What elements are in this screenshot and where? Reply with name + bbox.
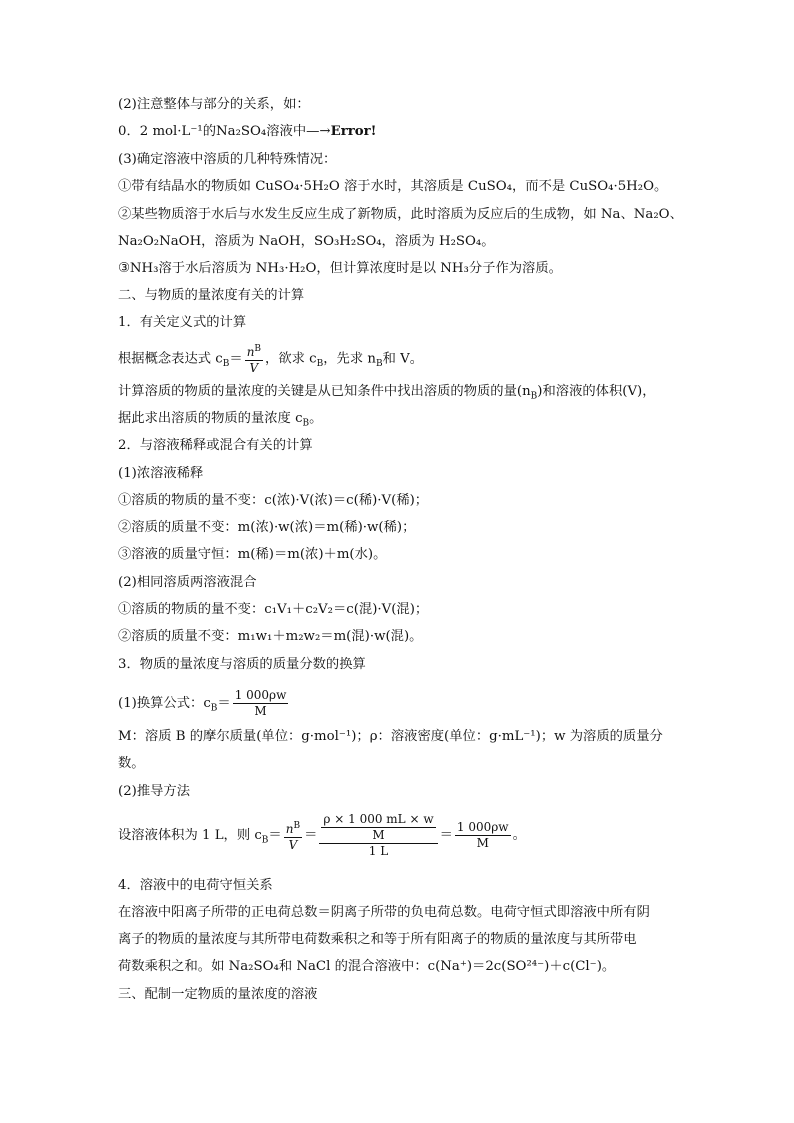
text-line: [118, 410, 322, 433]
subscript: B: [316, 359, 324, 370]
fraction: [245, 342, 263, 376]
numerator: [284, 819, 302, 838]
denominator: [284, 838, 302, 853]
formula-line: [118, 812, 526, 859]
subscript: B: [530, 391, 538, 402]
denominator: M: [476, 836, 489, 850]
error-text: Error!: [330, 124, 377, 139]
text-line: ①带有结晶水的物质如 CuSO₄·5H₂O 溶于水时，其溶质是 CuSO₄，而不是 CuSO₄·5H₂O。: [118, 179, 668, 194]
text-line: 在溶液中阳离子所带的正电荷总数＝阴离子所带的负电荷总数。电荷守恒式即溶液中所有阴: [118, 905, 650, 920]
superscript: B: [293, 820, 301, 831]
text-line: (1)浓溶液稀释: [118, 466, 204, 481]
numerator: [245, 342, 263, 361]
fraction: [284, 819, 302, 853]
text-line: (3)确定溶液中溶质的几种特殊情况：: [118, 152, 337, 167]
numerator: 1 000ρw: [234, 688, 287, 702]
denominator: [245, 361, 263, 376]
text-line: ②某些物质溶于水后与水发生反应生成了新物质，此时溶质为反应后的生成物，如 Na、Na₂O、: [118, 207, 683, 222]
equals-sign: ＝: [229, 351, 243, 367]
text-line: ②溶质的质量不变：m₁w₁＋m₂w₂＝m(混)·w(混)。: [118, 629, 423, 644]
formula-line: [118, 688, 290, 719]
subsection-heading: 2．与溶液稀释或混合有关的计算: [118, 438, 313, 453]
inner-numerator: ρ × 1 000 mL × w: [323, 812, 434, 826]
text-line: 荷数乘积之和。如 Na₂SO₄和 NaCl 的混合溶液中：c(Na⁺)＝2c(SO²⁴⁻)＋c(Cl⁻)。: [118, 959, 616, 974]
text-span: 根据概念表达式 c: [118, 351, 223, 367]
text-line: ③NH₃溶于水后溶质为 NH₃·H₂O，但计算浓度时是以 NH₃分子作为溶质。: [118, 261, 562, 276]
text-span: 据此求出溶质的物质的量浓度 c: [118, 411, 303, 426]
inner-fraction: [321, 812, 435, 843]
inner-denominator: M: [372, 828, 385, 842]
text-span: 。: [309, 411, 323, 426]
subscript: B: [222, 359, 230, 370]
denominator: M: [254, 704, 267, 718]
superscript: B: [254, 344, 262, 354]
numerator: 1 000ρw: [456, 820, 509, 834]
section-heading: 三、配制一定物质的量浓度的溶液: [118, 987, 318, 1002]
subscript: B: [261, 835, 269, 846]
text-span: 设溶液体积为 1 L，则 c: [118, 827, 262, 843]
text-span: ，欲求 c: [265, 351, 317, 367]
text-line: ③溶液的质量守恒：m(稀)＝m(浓)＋m(水)。: [118, 547, 387, 562]
text-span: (1)换算公式：c: [118, 696, 211, 711]
text-line: (2)相同溶质两溶液混合: [118, 575, 257, 590]
text-line: (2)注意整体与部分的关系，如：: [118, 97, 310, 112]
text-span: 。: [512, 827, 526, 843]
text-line: ①溶质的物质的量不变：c(浓)·V(浓)＝c(稀)·V(稀)；: [118, 493, 429, 508]
text-span: 和 V。: [382, 351, 423, 367]
subsection-heading: 4．溶液中的电荷守恒关系: [118, 878, 273, 893]
compound-denominator: 1 L: [368, 844, 389, 858]
fraction: [455, 820, 511, 851]
subsection-heading: 1．有关定义式的计算: [118, 315, 247, 330]
equals-sign: ＝: [217, 696, 231, 711]
subscript: B: [210, 703, 218, 714]
text-line: 数。: [118, 756, 145, 771]
text-line: ①溶质的物质的量不变：c₁V₁＋c₂V₂＝c(混)·V(混)；: [118, 602, 429, 617]
numerator-var: n: [246, 345, 255, 359]
compound-fraction: [319, 812, 437, 859]
text-span: ，先求 n: [323, 351, 376, 367]
equals-sign: ＝: [268, 827, 282, 843]
formula-line: [118, 342, 423, 376]
equals-sign: ＝: [304, 827, 318, 843]
text-line: [118, 123, 376, 141]
text-line: ②溶质的质量不变：m(浓)·w(浓)＝m(稀)·w(稀)；: [118, 520, 416, 535]
denominator-var: V: [249, 361, 259, 375]
subsection-heading: 3．物质的量浓度与溶质的质量分数的换算: [118, 657, 366, 672]
text-line: [118, 383, 656, 406]
numerator-var: n: [285, 821, 294, 836]
text-line: Na₂O₂NaOH，溶质为 NaOH，SO₃H₂SO₄，溶质为 H₂SO₄。: [118, 234, 495, 249]
compound-numerator: [319, 812, 437, 844]
fraction: [233, 688, 289, 719]
section-heading: 二、与物质的量浓度有关的计算: [118, 288, 305, 303]
text-span: 0．2 mol·L⁻¹的Na₂SO₄溶液中—→: [118, 124, 331, 139]
denominator-var: V: [288, 837, 298, 852]
subscript: B: [375, 359, 383, 370]
subscript: B: [302, 418, 310, 429]
text-line: 离子的物质的量浓度与其所带电荷数乘积之和等于所有阳离子的物质的量浓度与其所带电: [118, 932, 637, 947]
text-line: (2)推导方法: [118, 784, 191, 799]
text-span: 计算溶质的物质的量浓度的关键是从已知条件中找出溶质的物质的量(n: [118, 384, 531, 399]
text-span: )和溶液的体积(V)，: [537, 384, 656, 399]
text-line: M：溶质 B 的摩尔质量(单位：g·mol⁻¹)；ρ：溶液密度(单位：g·mL⁻¹)；w 为溶质的质量分: [118, 729, 663, 744]
equals-sign: ＝: [439, 827, 453, 843]
